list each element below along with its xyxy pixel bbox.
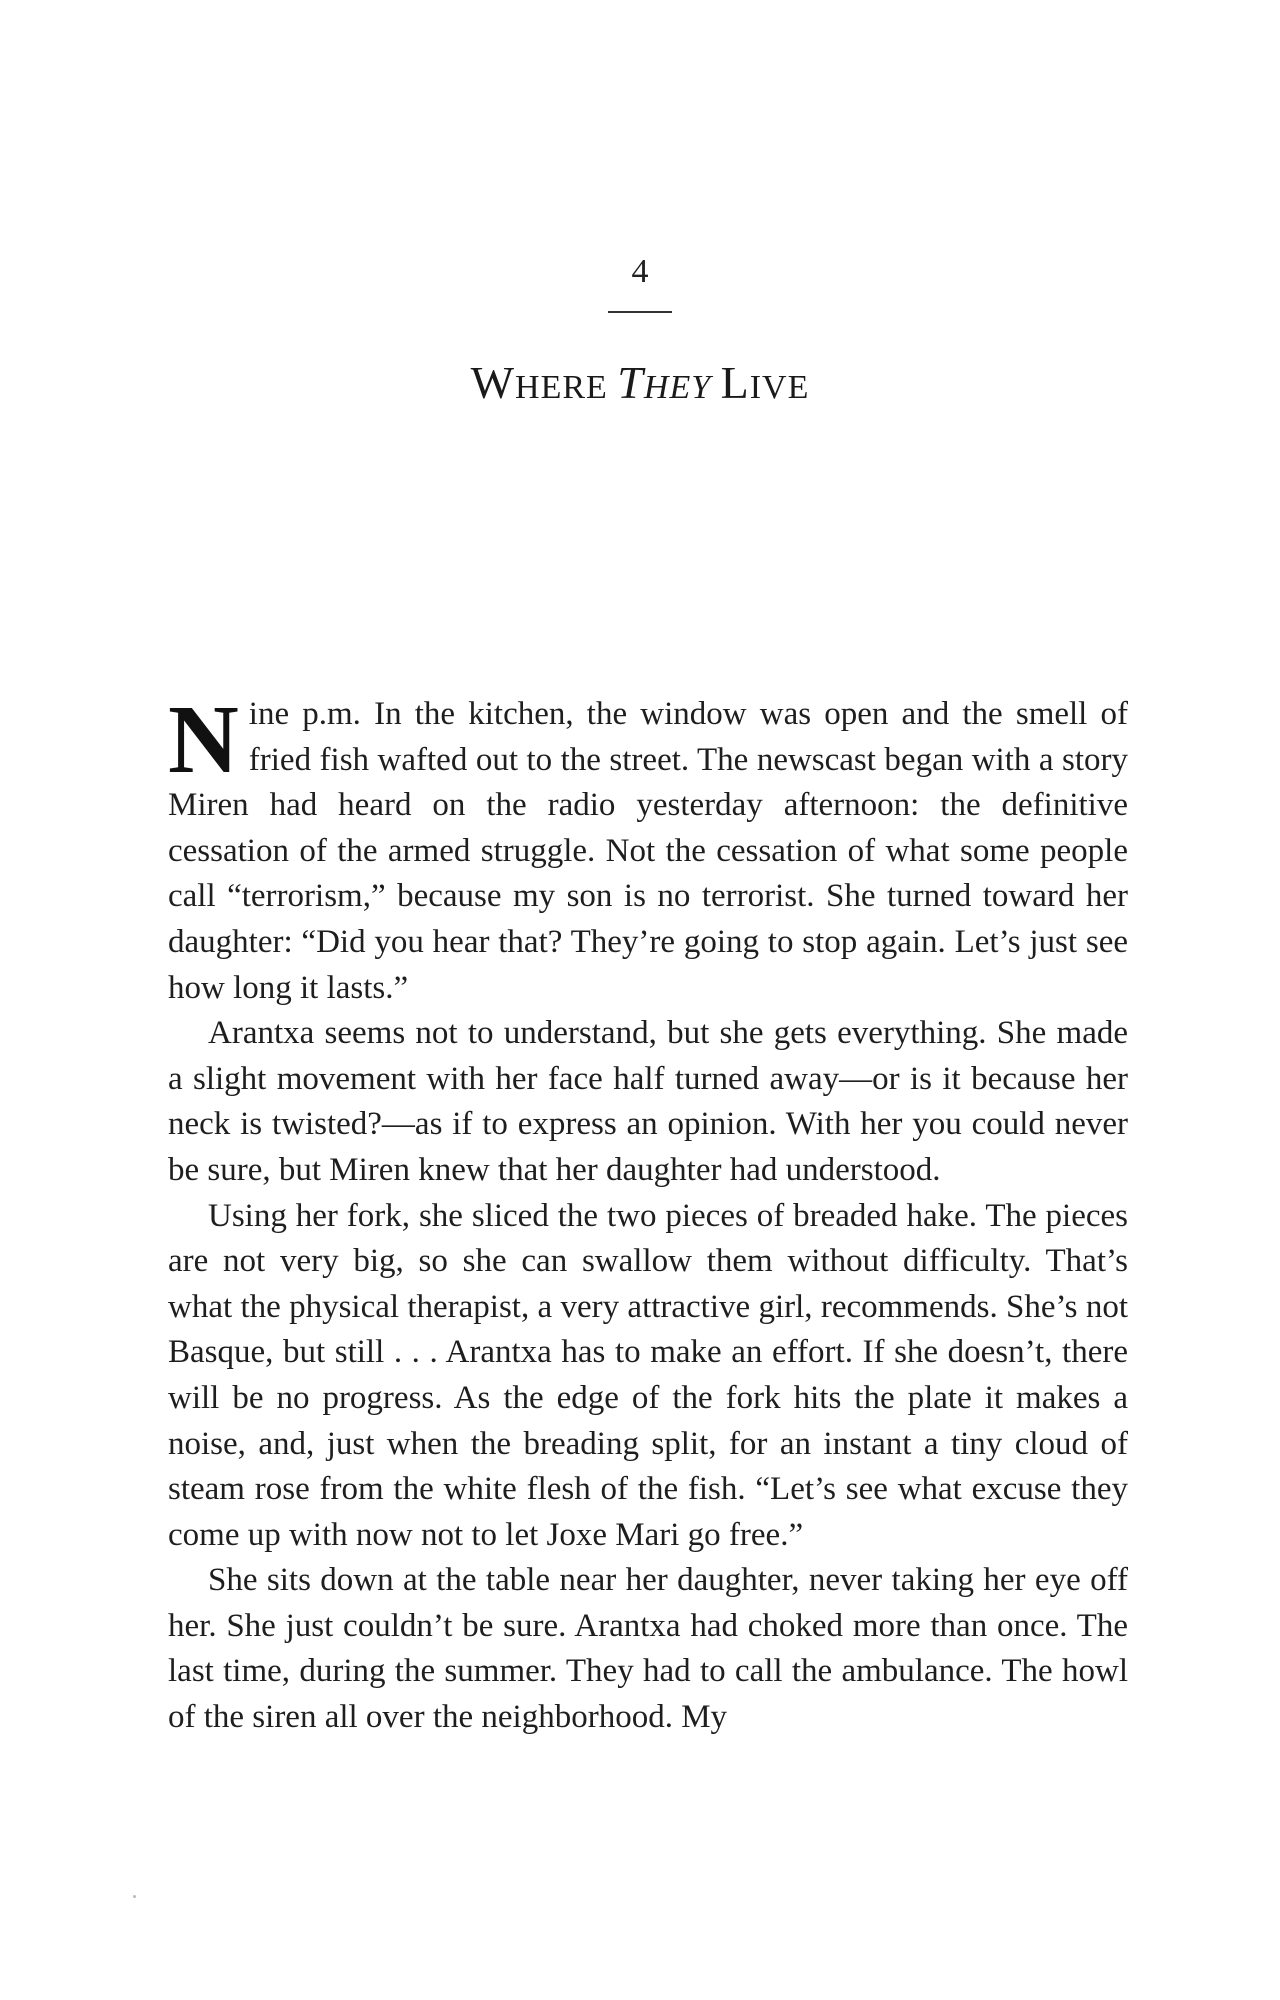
paragraph: Arantxa seems not to understand, but she gets everything. She made a slight movement with her face half turned away—or is it because her neck is twisted?—as if to express an opinion. With her you could never be sure, but Miren knew that her daughter had understood.	[168, 1015, 1128, 1188]
paragraph: She sits down at the table near her daughter, never taking her eye off her. She just couldn’t be sure. Arantxa had choked more than once. The last time, during the summer. They had to call the ambulance. The howl of the siren all over the neighborhood. My	[168, 1562, 1128, 1736]
chapter-title-part: T	[617, 357, 644, 408]
chapter-title-part: L	[720, 357, 750, 408]
chapter-title-part: HERE	[515, 369, 618, 406]
chapter-title-part: W	[470, 357, 516, 408]
scan-speck	[133, 1895, 136, 1898]
paragraph	[168, 686, 1128, 1011]
paragraph: Using her fork, she sliced the two pieces of breaded hake. The pieces are not very big, so she can swallow them without difficulty. That’s what the physical therapist, a very attractive girl, recommends. She’s not Basque, but still . . . Arantxa has to make an effort. If she doesn’t, there will be no progress. As the edge of the fork hits the plate it makes a noise, and, just when the breading split, for an instant a tiny cloud of steam rose from the white flesh of the fish. “Let’s see what excuse they come up with now not to let Joxe Mari go free.”	[168, 1197, 1128, 1553]
chapter-title-part: IVE	[749, 369, 810, 406]
body-text	[168, 686, 1128, 1741]
chapter-title-part: HEY	[643, 369, 712, 406]
chapter-title	[0, 355, 1280, 416]
paragraph-text: ine p.m. In the kitchen, the window was open and the smell of fried fish wafted out to the street. The newscast began with a story Miren had heard on the radio yesterday afternoon: the definitive cessation of the armed struggle. Not the cessation of what some people call “terrorism,” because my son is no terrorist. She turned toward her daughter: “Did you hear that? They’re going to stop again. Let’s just see how long it lasts.”	[168, 696, 1128, 1006]
drop-cap: N	[168, 686, 239, 794]
chapter-divider	[608, 311, 672, 313]
chapter-number: 4	[631, 253, 649, 290]
chapter-title-part	[711, 369, 721, 406]
